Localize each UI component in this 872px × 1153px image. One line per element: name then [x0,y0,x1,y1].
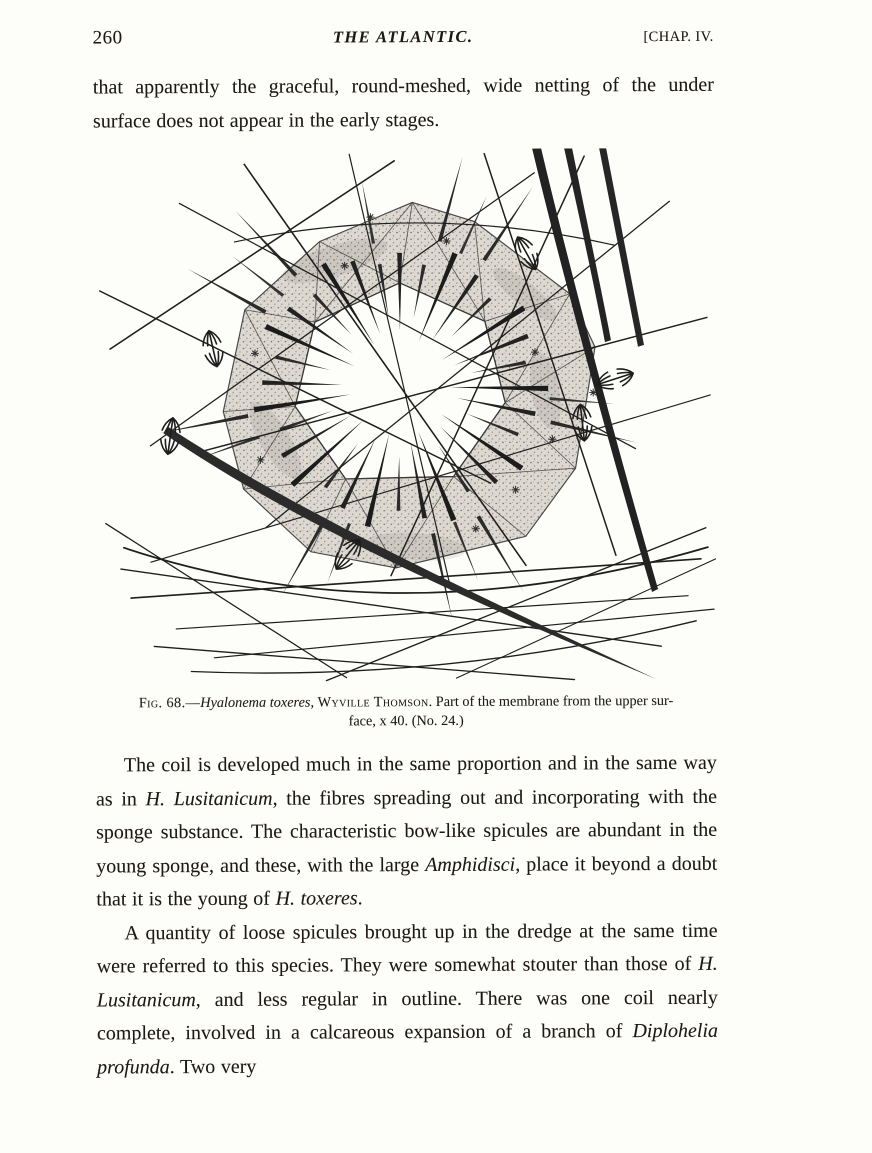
page-number: 260 [92,27,123,49]
body-text-block [96,747,718,1085]
figure-68 [93,148,717,732]
caption-line-2: face, x 40. (No. 24.) [348,712,464,729]
paragraph-2: A quantity of loose spicules brought up in the dredge at the same time were referred to this species. They were somewhat stouter than those of H. Lusitanicum, and less regular in outline. There was one coil nearly complete, involved in a calcareous expansion of a branch of Diplohelia profunda. Two very [96,919,719,1078]
sponge-membrane-illustration [94,148,716,686]
running-title: THE ATLANTIC. [332,26,474,47]
figure-caption [96,692,717,732]
page-header [93,25,714,50]
intro-paragraph: that apparently the graceful, round-meshed, wide netting of the under surface does not appear in the early stages. [92,73,714,132]
caption-line-1: Fig. 68.—Hyalonema toxeres, Wyville Thomson. Part of the membrane from the upper sur- [138,692,674,712]
chapter-label: [CHAP. IV. [643,28,714,46]
paragraph-1: The coil is developed much in the same proportion and in the same way as in H. Lusitanicum, the fibres spreading out and incorporating with the sponge substance. The characteristic bow-like spicules are abundant in the young sponge, and these, with the large Amphidisci, place it beyond a doubt that it is the young of H. toxeres. [95,751,718,911]
